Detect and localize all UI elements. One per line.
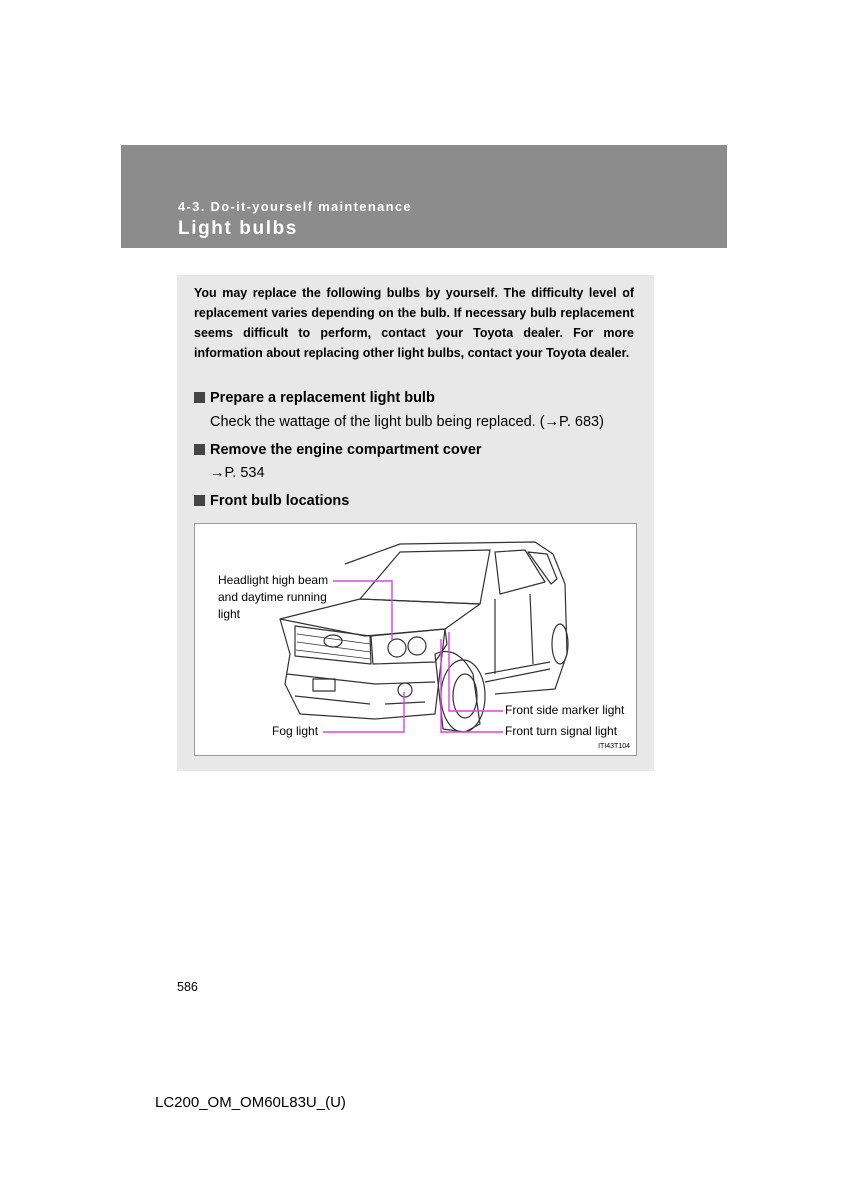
heading-remove-cover [194,442,482,458]
heading-front-bulb-locations [194,493,349,509]
heading-text: Prepare a replacement light bulb [210,390,435,406]
front-bulb-figure [194,523,637,756]
heading-text: Front bulb locations [210,493,350,509]
fog-leader [323,692,404,732]
section-label: 4-3. Do-it-yourself maintenance [178,199,412,214]
remove-cover-text[interactable]: →P. 534 [210,465,265,481]
headlight-lens-2 [408,637,426,655]
turn-signal-callout: Front turn signal light [505,724,618,738]
car-side-windows [495,550,557,594]
heading-prepare-bulb [194,390,435,406]
rear-wheel [552,624,568,664]
prepare-bulb-text: Check the wattage of the light bulb being replaced. (→P. 683) [210,414,604,430]
headlight-lens-1 [388,639,406,657]
turn-signal-leader [441,639,503,732]
car-windshield [360,550,490,604]
front-bumper [287,674,435,704]
document-code: LC200_OM_OM60L83U_(U) [155,1094,346,1111]
suv-illustration [195,524,636,755]
content-box [177,275,654,771]
header-band [121,145,727,248]
fog-light-callout: Fog light [272,724,319,738]
side-marker-callout: Front side marker light [505,703,625,717]
square-bullet-icon [194,444,205,455]
headlight-callout: Headlight high beam and daytime running light [218,573,329,621]
figure-code: ITI43T104 [598,743,630,750]
page-number: 586 [177,980,198,994]
square-bullet-icon [194,392,205,403]
car-grille [295,626,371,664]
license-plate [313,679,335,691]
heading-text: Remove the engine compartment cover [210,442,482,458]
fog-lamp [398,683,412,697]
front-wheel [441,660,485,732]
square-bullet-icon [194,495,205,506]
car-front-body [280,619,445,719]
page-title: Light bulbs [178,218,298,239]
toyota-emblem [324,635,342,647]
door-lines [495,594,533,674]
intro-paragraph: You may replace the following bulbs by yourself. The difficulty level of replacement varies depending on the bulb. If necessary bulb replacement seems difficult to perform, contact your Toyota dealer. For more information about replacing other light bulbs, contact your Toyota dealer. [194,286,634,360]
